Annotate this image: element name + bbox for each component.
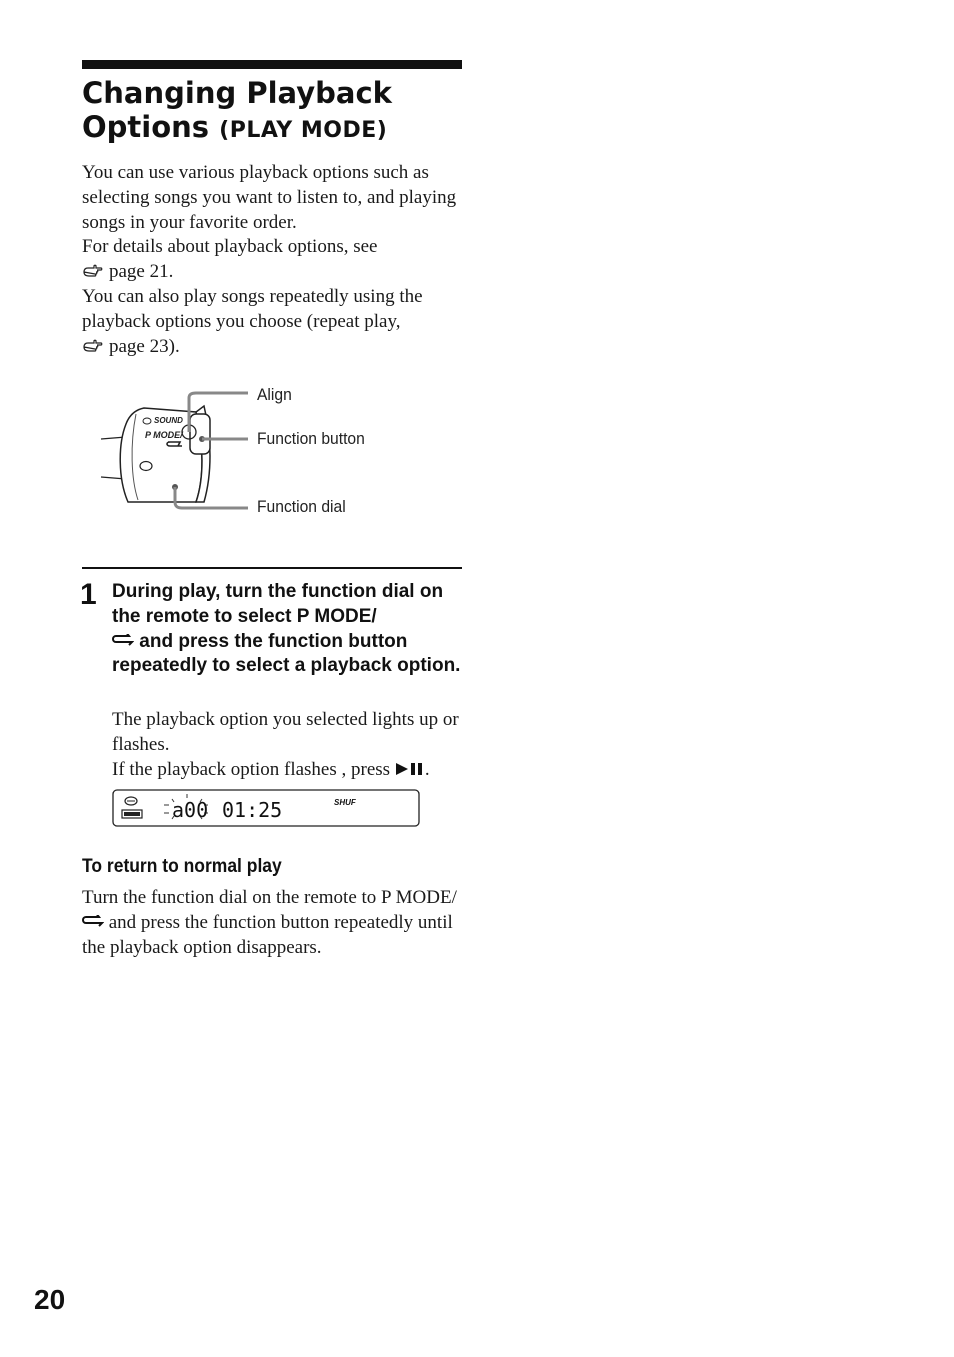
intro-text bbox=[82, 161, 472, 359]
intro-paragraph-2 bbox=[82, 235, 472, 285]
return-body bbox=[82, 886, 462, 960]
intro-paragraph-3-lead: You can also play songs repeatedly using the playback options you choose (repeat play, bbox=[82, 285, 423, 332]
page-number: 20 bbox=[34, 1284, 66, 1315]
step-heading-part-b: and press the function button repeatedly to select a playback option. bbox=[112, 630, 461, 677]
callout-function-dial: Function dial bbox=[257, 497, 346, 516]
lcd-track: a00 bbox=[172, 798, 209, 822]
section-title-sub: (PLAY MODE) bbox=[219, 118, 388, 143]
step-body-line-2-end: . bbox=[424, 759, 430, 780]
lcd-display bbox=[112, 789, 420, 827]
return-paragraph bbox=[82, 886, 462, 960]
callout-function-button: Function button bbox=[257, 429, 365, 448]
intro-paragraph-1: You can use various playback options such as selecting songs you want to listen to, and playing songs in your favorite order. bbox=[82, 162, 457, 233]
section-title bbox=[82, 76, 502, 148]
step-body-line-1: The playback option you selected lights up or flashes. bbox=[112, 709, 459, 755]
step-body-line-2-text: If the playback option flashes , press bbox=[112, 759, 391, 780]
remote-label-sound: SOUND bbox=[154, 416, 183, 425]
step-body bbox=[112, 707, 462, 782]
remote-diagram bbox=[96, 384, 476, 524]
step-heading-part-a: During play, turn the function dial on the remote to select P MODE/ bbox=[112, 581, 444, 627]
hand-pointer-icon bbox=[82, 263, 104, 279]
step-heading bbox=[112, 580, 462, 679]
intro-paragraph-3 bbox=[82, 285, 472, 359]
step-number: 1 bbox=[80, 578, 97, 611]
section-title-main: Changing Playback Options bbox=[82, 76, 392, 144]
step-body-line-2 bbox=[112, 757, 462, 782]
lcd-time: 01:25 bbox=[222, 798, 283, 822]
repeat-loop-icon bbox=[82, 912, 104, 926]
lcd-mode: SHUF bbox=[334, 798, 356, 807]
return-paragraph-part-b: and press the function button repeatedly until the playback option disappears. bbox=[82, 911, 453, 958]
hand-pointer-icon bbox=[82, 338, 104, 354]
repeat-loop-icon bbox=[112, 631, 134, 645]
remote-label-pmode: P MODE/ bbox=[145, 430, 183, 440]
intro-paragraph-2-lead: For details about playback options, see bbox=[82, 236, 378, 258]
step-divider-rule bbox=[82, 567, 462, 569]
return-paragraph-part-a: Turn the function dial on the remote to P MODE/ bbox=[82, 887, 457, 908]
callout-align: Align bbox=[257, 385, 292, 404]
section-top-rule bbox=[82, 60, 462, 69]
play-pause-icon bbox=[395, 758, 425, 772]
intro-paragraph-2-ref: page 21. bbox=[109, 261, 174, 283]
intro-paragraph-3-ref: page 23). bbox=[109, 335, 180, 357]
return-heading: To return to normal play bbox=[82, 856, 282, 877]
